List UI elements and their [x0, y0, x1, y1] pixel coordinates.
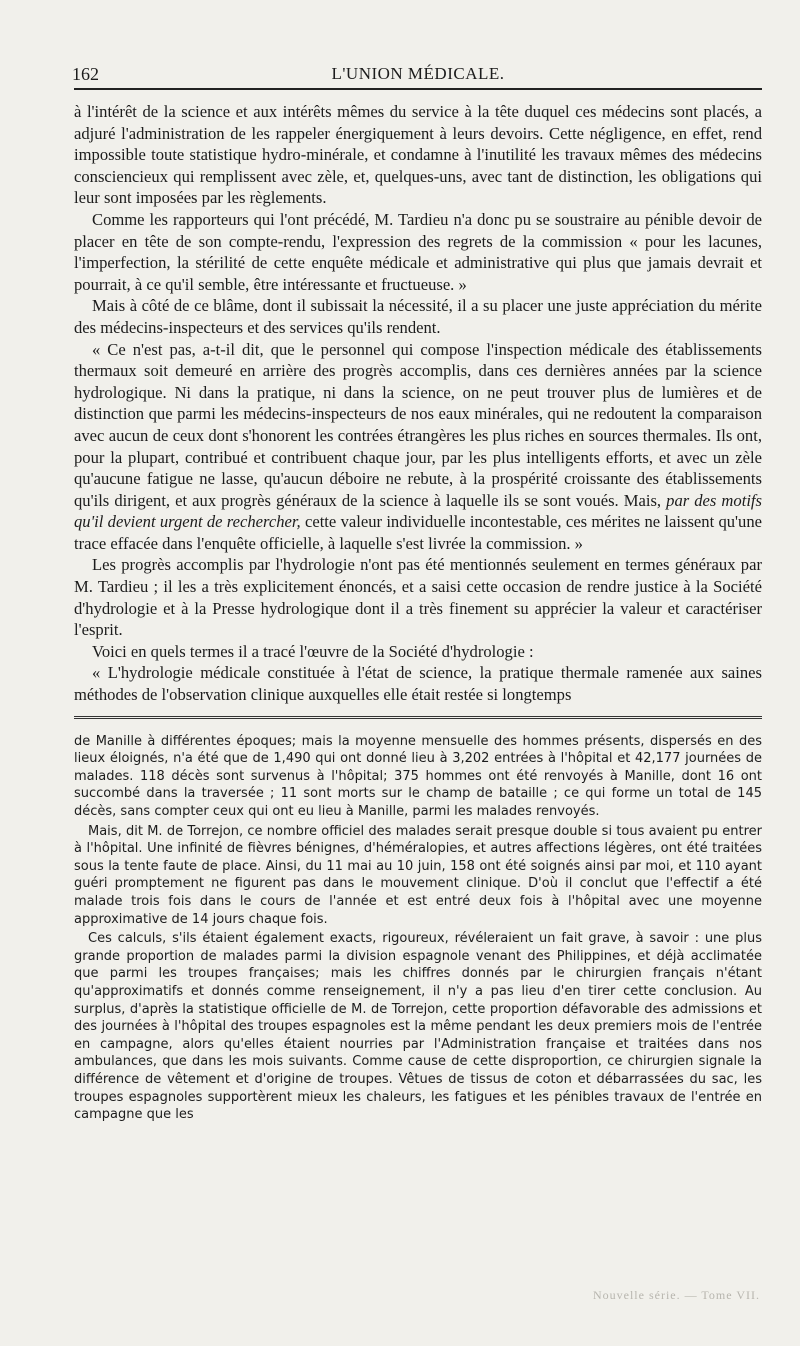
main-paragraph: Les progrès accomplis par l'hydrologie n'ont pas été mentionnés seulement en termes généraux par M. Tardieu ; il les a très explicitement énoncés, et a saisi cette occasion de rendre justice à la Société d'hydrologie et à la Presse hydrologique dont il a très finement su apprécier la valeur et caractériser l'esprit.	[74, 555, 762, 640]
footnote-paragraph: de Manille à différentes époques; mais la moyenne mensuelle des hommes présents, dispersés en des lieux éloignés, n'a été que de 1,490 qui ont donné lieu à 3,202 entrées à l'hôpital et 42,177 journées de malades. 118 décès sont survenus à l'hôpital; 375 hommes ont été renvoyés à Manille, dont 16 ont succombé dans la traversée ; 11 sont morts sur le champ de bataille ; ce qui forme un total de 145 décès, sans compter ceux qui ont eu lieu à Manille, parmi les malades renvoyés.	[74, 733, 762, 819]
document-page	[74, 52, 762, 1124]
italic-phrase: par des motifs qu'il devient urgent de rechercher,	[74, 490, 762, 532]
footnotes	[74, 733, 762, 1124]
footnote-paragraph: Ces calculs, s'ils étaient également exacts, rigoureux, révéleraient un fait grave, à savoir : une plus grande proportion de malades parmi la division espagnole venant des Philippines, et déjà acclimatée que parmi les troupes françaises; mais les chiffres donnés par le chirurgien français n'étant qu'approximatifs et donnés comme renseignement, il n'y a pas lieu d'en tirer cette conclusion. Au surplus, d'après la statistique officielle de M. de Torrejon, cette proportion défavorable des admissions et des journées à l'hôpital des troupes espagnoles est la même pendant les deux premiers mois de l'entrée en campagne, alors qu'elles étaient nourries par l'Administration française et traitées dans nos ambulances, que dans les mois suivants. Comme cause de cette disproportion, ce chirurgien signale la différence de vêtement et d'origine de troupes. Vêtues de tissus de coton et débarrassées du sac, les troupes espagnoles supportèrent mieux les chaleurs, les fatigues et les pénibles travaux de l'entrée en campagne que les	[74, 931, 762, 1123]
running-title: L'UNION MÉDICALE.	[331, 64, 505, 83]
page-header	[74, 52, 762, 90]
main-paragraph-quote	[74, 339, 762, 555]
main-text	[74, 101, 762, 706]
bleed-through-signature: Nouvelle série. — Tome VII.	[592, 1288, 760, 1302]
main-paragraph: « L'hydrologie médicale constituée à l'état de science, la pratique thermale ramenée aux saines méthodes de l'observation clinique auxquelles elle était restée si longtemps	[74, 663, 762, 705]
main-paragraph: Comme les rapporteurs qui l'ont précédé, M. Tardieu n'a donc pu se soustraire au pénible devoir de placer en tête de son compte-rendu, l'expression des regrets de la commission « pour les lacunes, l'imperfection, la stérilité de cette enquête médicale et administrative qui plus que jamais devrait et pourrait, à ce qu'il semble, être intéressante et fructueuse. »	[74, 209, 762, 294]
main-paragraph: Mais à côté de ce blâme, dont il subissait la nécessité, il a su placer une juste appréciation du mérite des médecins-inspecteurs et des services qu'ils rendent.	[74, 296, 762, 337]
footnote-separator	[74, 716, 762, 719]
footnote-paragraph: Mais, dit M. de Torrejon, ce nombre officiel des malades serait presque double si tous avaient pu entrer à l'hôpital. Une infinité de fièvres bénignes, d'héméralopies, et autres affections légères, ont été traitées sous la tente faute de place. Ainsi, du 11 mai au 10 juin, 158 ont été soignés ainsi par moi, et 110 ayant guéri promptement ne figurent pas dans le mouvement clinique. D'où il conclut que l'effectif a été malade trois fois dans le cours de l'année et est entré deux fois à l'hôpital avec une moyenne approximative de 14 jours chaque fois.	[74, 823, 762, 927]
main-paragraph: Voici en quels termes il a tracé l'œuvre de la Société d'hydrologie :	[92, 641, 534, 661]
quote-text: « Ce n'est pas, a-t-il dit, que le personnel qui compose l'inspection médicale des établissements thermaux soit demeuré en arrière des progrès accomplis, dans ces dernières années par la science hydrologique. Ni dans la pratique, ni dans la science, on ne peut trouver plus de lumières et de distinction que parmi les médecins-inspecteurs de nos eaux minérales, qui ne redoutent la comparaison avec aucun de ceux dont s'honorent les contrées étrangères les plus riches en sources thermales. Ils ont, pour la plupart, contribué et contribuent chaque jour, par les plus intelligents efforts, et avec un zèle qu'aucune fatigue ne lasse, qu'aucun déboire ne rebute, à la prospérité croissante des établissements qu'ils dirigent, et aux progrès généraux de la science à laquelle ils se sont voués. Mais,	[74, 339, 762, 510]
main-paragraph: à l'intérêt de la science et aux intérêts mêmes du service à la tête duquel ces médecins sont placés, a adjuré l'administration de les rappeler énergiquement à leurs devoirs. Cette négligence, en effet, rend impossible toute statistique hydro-minérale, et condamne à l'inutilité les travaux mêmes des médecins consciencieux qui remplissent avec zèle, et, quelques-uns, avec tant de distinction, les obligations qui leur sont imposées par les règlements.	[74, 102, 762, 208]
page-number: 162	[72, 64, 99, 84]
quote-text-end: cette valeur individuelle incontestable, ces mérites ne laissent qu'une trace effacée dans l'enquête officielle, à laquelle s'est livrée la commission. »	[74, 512, 763, 553]
